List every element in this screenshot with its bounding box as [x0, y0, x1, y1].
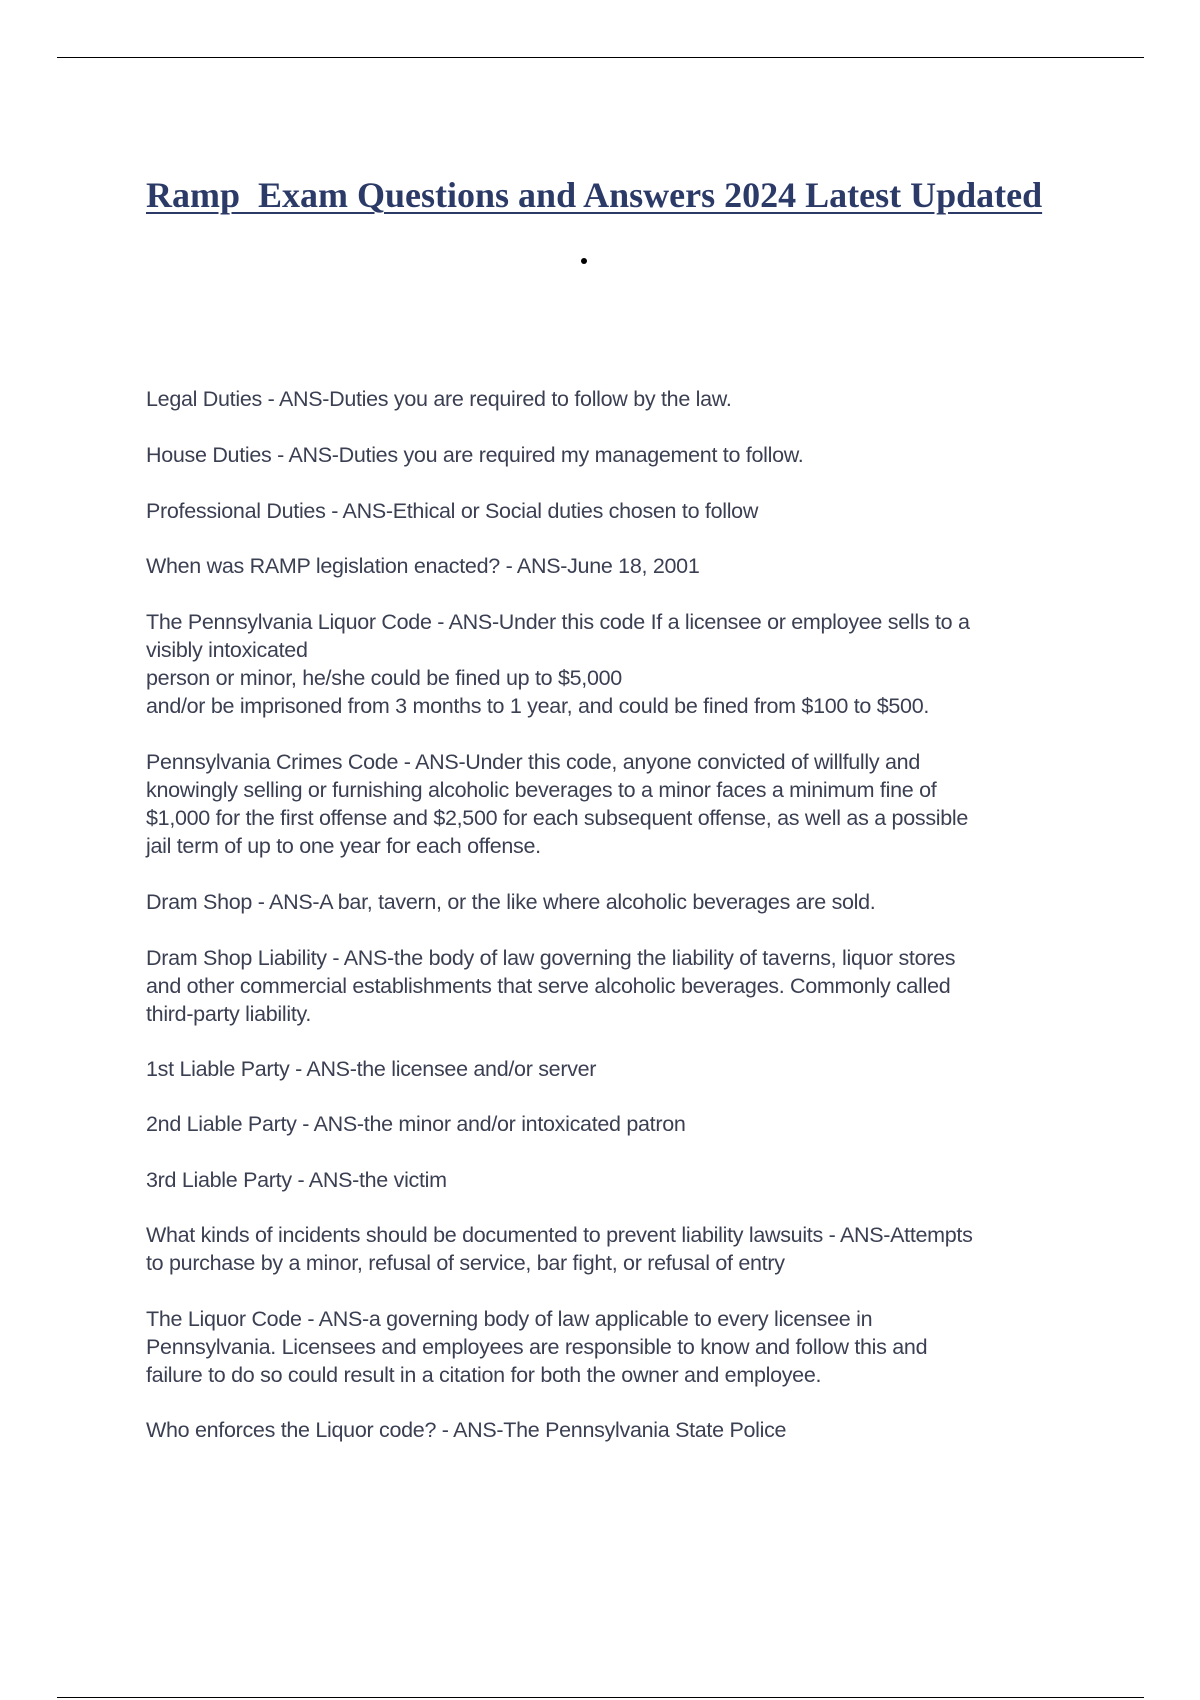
- qa-pa-liquor-code: [146, 608, 1086, 720]
- qa-line: The Liquor Code - ANS-a governing body of law applicable to every licensee in: [146, 1307, 873, 1331]
- qa-line: knowingly selling or furnishing alcoholic beverages to a minor faces a minimum fine of: [146, 778, 937, 802]
- qa-line: person or minor, he/she could be fined up to $5,000: [146, 666, 622, 690]
- qa-line: Pennsylvania Crimes Code - ANS-Under this code, anyone convicted of willfully and: [146, 750, 920, 774]
- qa-2nd-liable-party: [146, 1110, 1086, 1138]
- top-rule: [57, 57, 1144, 58]
- qa-line: Legal Duties - ANS-Duties you are required to follow by the law.: [146, 387, 732, 411]
- qa-line: Pennsylvania. Licensees and employees are responsible to know and follow this and: [146, 1335, 928, 1359]
- qa-line: jail term of up to one year for each offense.: [146, 834, 541, 858]
- document-title: Ramp Exam Questions and Answers 2024 Latest Updated: [146, 175, 1043, 215]
- qa-line: When was RAMP legislation enacted? - ANS-June 18, 2001: [146, 554, 700, 578]
- bullet-dot: [581, 258, 587, 264]
- qa-pa-crimes-code: [146, 748, 1086, 860]
- qa-legal-duties: [146, 385, 1086, 413]
- qa-line: visibly intoxicated: [146, 638, 308, 662]
- qa-line: House Duties - ANS-Duties you are required my management to follow.: [146, 443, 804, 467]
- qa-dram-shop: [146, 888, 1086, 916]
- qa-3rd-liable-party: [146, 1166, 1086, 1194]
- qa-ramp-legislation: [146, 552, 1086, 580]
- qa-house-duties: [146, 441, 1086, 469]
- qa-1st-liable-party: [146, 1055, 1086, 1083]
- qa-line: The Pennsylvania Liquor Code - ANS-Under this code If a licensee or employee sells to a: [146, 610, 970, 634]
- qa-liquor-code: [146, 1305, 1086, 1389]
- qa-line: $1,000 for the first offense and $2,500 for each subsequent offense, as well as a possible: [146, 806, 969, 830]
- qa-line: and other commercial establishments that serve alcoholic beverages. Commonly called: [146, 974, 951, 998]
- qa-line: 2nd Liable Party - ANS-the minor and/or intoxicated patron: [146, 1112, 686, 1136]
- qa-line: to purchase by a minor, refusal of service, bar fight, or refusal of entry: [146, 1251, 785, 1275]
- qa-incidents-documented: [146, 1221, 1086, 1277]
- qa-line: Who enforces the Liquor code? - ANS-The Pennsylvania State Police: [146, 1418, 787, 1442]
- qa-dram-shop-liability: [146, 944, 1086, 1028]
- qa-line: failure to do so could result in a citation for both the owner and employee.: [146, 1363, 822, 1387]
- qa-line: What kinds of incidents should be documented to prevent liability lawsuits - ANS-Attempts: [146, 1223, 973, 1247]
- qa-line: Professional Duties - ANS-Ethical or Social duties chosen to follow: [146, 499, 759, 523]
- qa-line: and/or be imprisoned from 3 months to 1 year, and could be fined from $100 to $500.: [146, 694, 930, 718]
- qa-line: Dram Shop Liability - ANS-the body of law governing the liability of taverns, liquor stores: [146, 946, 956, 970]
- qa-line: 3rd Liable Party - ANS-the victim: [146, 1168, 447, 1192]
- bottom-rule: [57, 1697, 1144, 1698]
- qa-line: Dram Shop - ANS-A bar, tavern, or the like where alcoholic beverages are sold.: [146, 890, 876, 914]
- qa-who-enforces: [146, 1416, 1086, 1444]
- qa-line: third-party liability.: [146, 1002, 312, 1026]
- qa-professional-duties: [146, 497, 1086, 525]
- qa-line: 1st Liable Party - ANS-the licensee and/or server: [146, 1057, 597, 1081]
